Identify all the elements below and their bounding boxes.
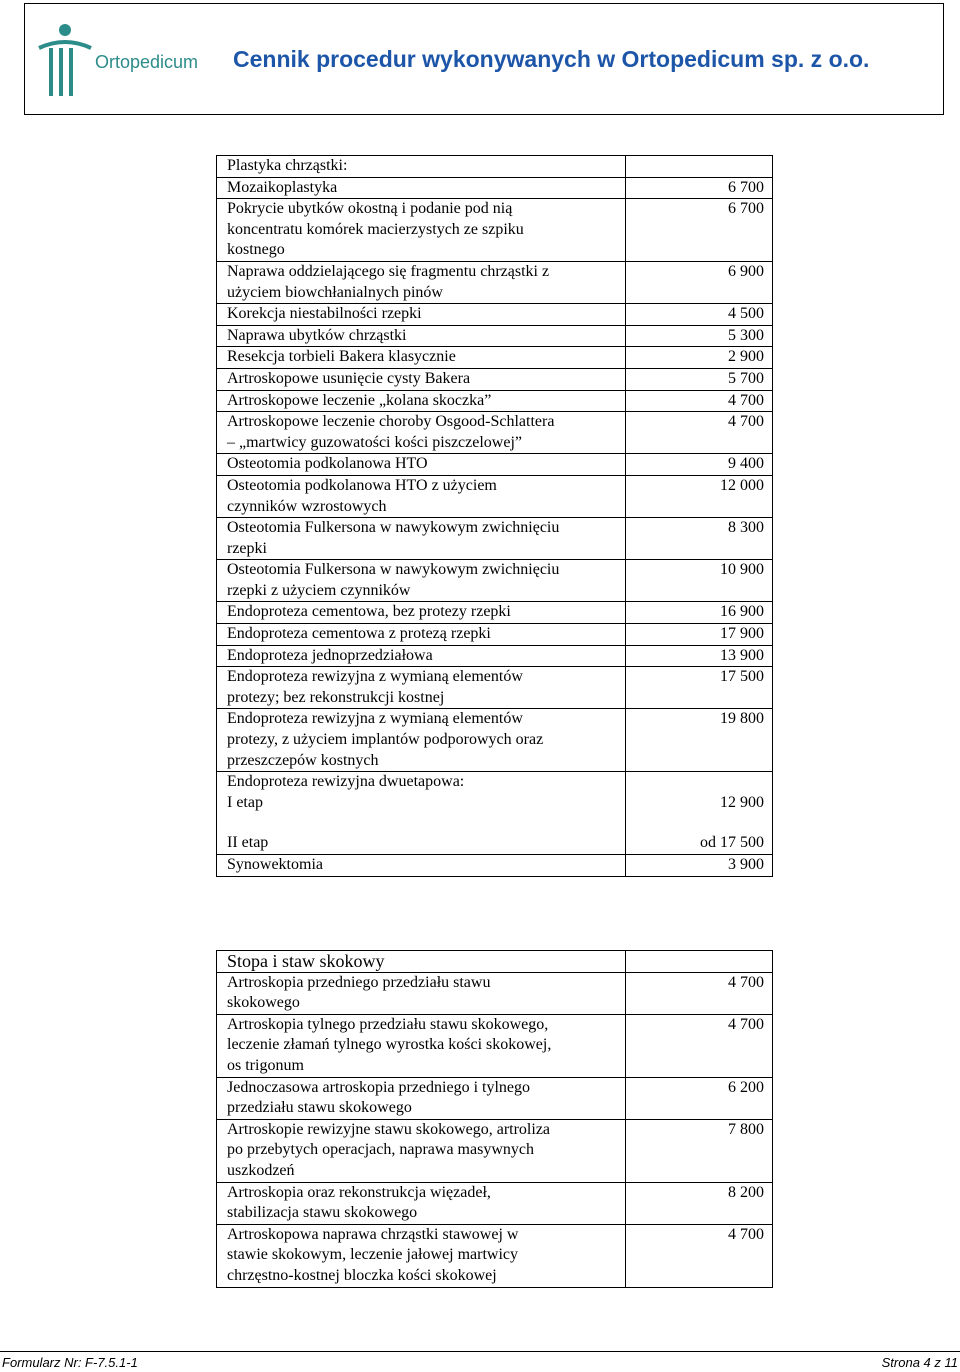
price-row: [217, 972, 773, 1014]
procedure-line: Osteotomia podkolanowa HTO z użyciem: [227, 476, 497, 494]
procedure-price: 8 200: [626, 1182, 773, 1224]
procedure-line: po przebytych operacjach, naprawa masywnych: [227, 1141, 534, 1159]
procedure-name: [217, 412, 626, 454]
price-row: [217, 645, 773, 667]
procedure-line: protezy; bez rekonstrukcji kostnej: [227, 688, 445, 706]
procedure-price: 5 700: [626, 368, 773, 390]
price-row: [217, 1182, 773, 1224]
procedure-price: 4 700: [626, 1224, 773, 1287]
procedure-line: rzepki: [227, 539, 267, 557]
price-table-knee: [216, 155, 773, 877]
price-row: [217, 1224, 773, 1287]
procedure-line: chrzęstno-kostnej bloczka kości skokowej: [227, 1266, 497, 1284]
procedure-price: 13 900: [626, 645, 773, 667]
logo-figure-icon: [35, 18, 95, 102]
procedure-line: protezy, z użyciem implantów podporowych oraz: [227, 731, 544, 749]
procedure-line: – „martwicy guzowatości kości piszczelowej”: [227, 433, 522, 451]
procedure-line: Osteotomia Fulkersona w nawykowym zwichnięciu: [227, 561, 560, 579]
procedure-line: Osteotomia podkolanowa HTO: [227, 455, 428, 473]
procedure-line: Naprawa oddzielającego się fragmentu chrząstki z: [227, 262, 550, 280]
procedure-line: stabilizacja stawu skokowego: [227, 1204, 418, 1222]
price-row: [217, 560, 773, 602]
procedure-name: [217, 602, 626, 624]
procedure-name: [217, 624, 626, 646]
procedure-name: [217, 972, 626, 1014]
procedure-name: [217, 325, 626, 347]
price-row: [217, 1077, 773, 1119]
price-row: [217, 261, 773, 303]
price-row: [217, 475, 773, 517]
procedure-line: os trigonum: [227, 1056, 304, 1074]
procedure-line: Mozaikoplastyka: [227, 178, 338, 196]
procedure-name: [217, 454, 626, 476]
procedure-line: Artroskopowe leczenie choroby Osgood-Schlattera: [227, 413, 555, 431]
procedure-price: 9 400: [626, 454, 773, 476]
procedure-price: 17 900: [626, 624, 773, 646]
procedure-line: Pokrycie ubytków okostną i podanie pod nią: [227, 200, 513, 218]
procedure-price: [626, 772, 773, 793]
procedure-line: przeszczepów kostnych: [227, 751, 379, 769]
procedure-line: Artroskopowe usunięcie cysty Bakera: [227, 369, 471, 387]
spacer-cell: [626, 813, 773, 833]
procedure-name: [217, 475, 626, 517]
stage-price: 12 900: [626, 793, 773, 814]
procedure-name: Endoproteza rewizyjna dwuetapowa:: [217, 772, 626, 793]
procedure-name: [217, 261, 626, 303]
section-row: [217, 951, 773, 973]
procedure-name: [217, 667, 626, 709]
price-row: [217, 325, 773, 347]
procedure-price: 3 900: [626, 855, 773, 877]
price-row: [217, 855, 773, 877]
procedure-name: [217, 645, 626, 667]
procedure-price: 6 700: [626, 199, 773, 262]
section-title: Stopa i staw skokowy: [217, 951, 626, 973]
procedure-price: 17 500: [626, 667, 773, 709]
procedure-line: Endoproteza cementowa, bez protezy rzepki: [227, 603, 511, 621]
procedure-line: Artroskopie rewizyjne stawu skokowego, artroliza: [227, 1120, 551, 1138]
procedure-name: [217, 177, 626, 199]
price-row: [217, 199, 773, 262]
procedure-price: 6 700: [626, 177, 773, 199]
price-row: [217, 390, 773, 412]
procedure-line: uszkodzeń: [227, 1161, 295, 1179]
section-title: Plastyka chrząstki:: [217, 156, 626, 178]
document-title: Cennik procedur wykonywanych w Ortopedicum sp. z o.o.: [233, 46, 870, 72]
logo-text: Ortopedicum: [95, 52, 199, 72]
procedure-price: 5 300: [626, 325, 773, 347]
procedure-name: [217, 1182, 626, 1224]
spacer-cell: [217, 813, 626, 833]
spacer-row: [217, 813, 773, 833]
procedure-line: użyciem biowchłanialnych pinów: [227, 283, 443, 301]
price-row: [217, 368, 773, 390]
price-row: [217, 518, 773, 560]
ortopedicum-logo: [35, 18, 199, 102]
price-table-ankle: [216, 950, 773, 1288]
price-row: [217, 667, 773, 709]
procedure-line: Endoproteza rewizyjna z wymianą elementów: [227, 710, 523, 728]
form-number: Formularz Nr: F-7.5.1-1: [2, 1355, 138, 1370]
procedure-name: [217, 1224, 626, 1287]
procedure-line: Naprawa ubytków chrząstki: [227, 326, 407, 344]
procedure-name: [217, 199, 626, 262]
procedure-name: [217, 368, 626, 390]
price-row: [217, 709, 773, 772]
procedure-price: 4 700: [626, 1014, 773, 1077]
procedure-line: przedziału stawu skokowego: [227, 1099, 412, 1117]
price-row: [217, 624, 773, 646]
price-row: [217, 1014, 773, 1077]
price-row: [217, 1119, 773, 1182]
procedure-line: Artroskopowa naprawa chrząstki stawowej w: [227, 1225, 519, 1243]
procedure-line: Endoproteza cementowa z protezą rzepki: [227, 625, 491, 643]
price-row: [217, 412, 773, 454]
procedure-line: Artroskopia tylnego przedziału stawu skokowego,: [227, 1015, 549, 1033]
procedure-name: [217, 390, 626, 412]
procedure-price: 16 900: [626, 602, 773, 624]
procedure-line: czynników wzrostowych: [227, 497, 387, 515]
procedure-line: Korekcja niestabilności rzepki: [227, 305, 422, 323]
price-row-revision-title: [217, 772, 773, 793]
procedure-price: 10 900: [626, 560, 773, 602]
procedure-name: Synowektomia: [217, 855, 626, 877]
procedure-line: Artroskopia przedniego przedziału stawu: [227, 973, 491, 991]
price-row: [217, 347, 773, 369]
stage-label: I etap: [217, 793, 626, 814]
procedure-line: Artroskopowe leczenie „kolana skoczka”: [227, 391, 492, 409]
procedure-name: [217, 347, 626, 369]
procedure-price: 8 300: [626, 518, 773, 560]
procedure-line: Endoproteza jednoprzedziałowa: [227, 646, 433, 664]
procedure-line: koncentratu komórek macierzystych ze szpiku: [227, 220, 524, 238]
procedure-name: [217, 560, 626, 602]
footer-divider: [0, 1351, 960, 1352]
procedure-line: rzepki z użyciem czynników: [227, 581, 411, 599]
procedure-line: leczenie złamań tylnego wyrostka kości skokowej,: [227, 1036, 552, 1054]
procedure-price: 2 900: [626, 347, 773, 369]
procedure-name: [217, 1077, 626, 1119]
procedure-line: Jednoczasowa artroskopia przedniego i tylnego: [227, 1078, 531, 1096]
procedure-price: 6 200: [626, 1077, 773, 1119]
section-row: [217, 156, 773, 178]
procedure-line: Resekcja torbieli Bakera klasycznie: [227, 348, 456, 366]
procedure-line: skokowego: [227, 994, 300, 1012]
price-row: [217, 304, 773, 326]
stage-price: od 17 500: [626, 833, 773, 854]
procedure-line: kostnego: [227, 241, 285, 259]
price-row: [217, 602, 773, 624]
document-header: [24, 3, 944, 115]
price-row-stage1: [217, 793, 773, 814]
procedure-price: 19 800: [626, 709, 773, 772]
procedure-line: Artroskopia oraz rekonstrukcja więzadeł,: [227, 1183, 491, 1201]
procedure-price: 4 500: [626, 304, 773, 326]
procedure-name: [217, 1014, 626, 1077]
procedure-name: [217, 518, 626, 560]
procedure-price: 4 700: [626, 412, 773, 454]
procedure-line: stawie skokowym, leczenie jałowej martwicy: [227, 1246, 519, 1264]
procedure-name: [217, 709, 626, 772]
price-row: [217, 177, 773, 199]
procedure-price: 7 800: [626, 1119, 773, 1182]
price-row: [217, 454, 773, 476]
page-number: Strona 4 z 11: [881, 1355, 958, 1370]
procedure-name: [217, 304, 626, 326]
procedure-line: Osteotomia Fulkersona w nawykowym zwichnięciu: [227, 519, 560, 537]
price-row-stage2: [217, 833, 773, 854]
procedure-line: Endoproteza rewizyjna z wymianą elementów: [227, 668, 523, 686]
stage-label: II etap: [217, 833, 626, 854]
procedure-price: 4 700: [626, 390, 773, 412]
procedure-price: 4 700: [626, 972, 773, 1014]
procedure-price: 12 000: [626, 475, 773, 517]
procedure-name: [217, 1119, 626, 1182]
procedure-price: 6 900: [626, 261, 773, 303]
